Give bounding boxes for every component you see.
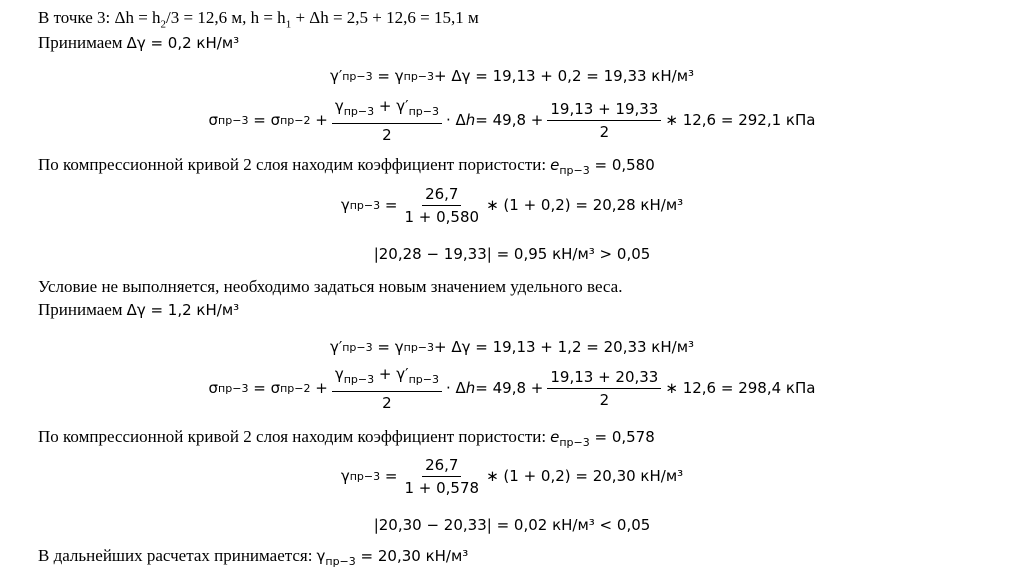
curve-line-1 [38, 155, 655, 177]
fraction-gamma-avg-1 [332, 97, 442, 144]
accept-line-1 [38, 33, 239, 53]
sub-pr3: пр−3 [559, 164, 590, 177]
sub-pr3: пр−3 [408, 372, 439, 386]
sigma-equation-1 [0, 96, 1024, 144]
intro-line [38, 8, 479, 30]
sub-pr3: пр−3 [349, 469, 381, 483]
fraction-den: 2 [382, 393, 392, 412]
fraction-den: 1 + 0,580 [404, 207, 480, 226]
h-symbol: h [465, 379, 476, 397]
fraction-gamma-avg-2 [332, 365, 442, 412]
gamma-symbol: γ [340, 467, 350, 485]
plus-sign: + [378, 364, 392, 383]
fail-text: Условие не выполняется, необходимо задаться новым значением удельного веса. [38, 277, 623, 296]
check-line-2 [0, 513, 1024, 537]
gamma-symbol: γ [316, 547, 326, 565]
dgamma-value-2: Δγ = 1,2 кН/м³ [126, 301, 240, 319]
sub-pr3: пр−3 [349, 198, 381, 212]
gamma-prime-symbol: γ′ [329, 338, 343, 356]
curve-line-2 [38, 427, 655, 449]
gamma-prime-symbol: γ′ [396, 96, 409, 115]
sub-pr3: пр−3 [403, 69, 435, 83]
fraction-den: 2 [599, 390, 610, 409]
sub-pr3: пр−3 [342, 69, 373, 83]
sub-pr3: пр−3 [559, 436, 590, 449]
final-line [38, 546, 468, 568]
sub-pr3: пр−3 [403, 340, 435, 354]
gamma-prime-symbol: γ′ [396, 364, 409, 383]
gamma-equation-2 [0, 452, 1024, 500]
intro-sub-2: 1 [285, 18, 292, 31]
gamma-symbol: γ [334, 364, 344, 383]
intro-text-1: В точке 3: Δh = h [38, 8, 161, 27]
gamma-equation-1 [0, 181, 1024, 229]
fraction-num: 26,7 [422, 456, 461, 477]
fraction-values-1 [547, 100, 661, 141]
eq-sign: = [253, 111, 266, 129]
gamma-prime-symbol: γ′ [329, 67, 343, 85]
fraction-values-2 [547, 368, 661, 409]
eq-sign: = [384, 467, 398, 485]
accept-word: Принимаем [38, 300, 123, 319]
sigma-symbol: σ [208, 111, 219, 129]
gamma-tail-1: ∗ (1 + 0,2) = 20,28 кН/м³ [486, 196, 684, 214]
eq-sign: = [253, 379, 266, 397]
gamma-prime-rhs-2: + Δγ = 19,13 + 1,2 = 20,33 кН/м³ [434, 338, 695, 356]
curve-text-2: По компрессионной кривой 2 слоя находим коэффициент пористости: [38, 427, 547, 446]
gamma-prime-equation-1 [0, 62, 1024, 90]
e-value-2: = 0,578 [594, 428, 655, 446]
gamma-prime-rhs-1: + Δγ = 19,13 + 0,2 = 19,33 кН/м³ [434, 67, 695, 85]
check-2: |20,30 − 20,33| = 0,02 кН/м³ < 0,05 [373, 516, 651, 534]
accept-word: Принимаем [38, 33, 123, 52]
curve-text-1: По компрессионной кривой 2 слоя находим коэффициент пористости: [38, 155, 547, 174]
sub-pr3: пр−3 [325, 555, 356, 568]
gamma-prime-equation-2 [0, 333, 1024, 361]
plus-sign: + [315, 379, 328, 397]
sub-pr3: пр−3 [218, 113, 249, 127]
eq-gamma: = γ [377, 338, 404, 356]
gamma-symbol: γ [334, 96, 344, 115]
sub-pr3: пр−3 [343, 104, 375, 118]
fraction-gamma-1 [401, 185, 482, 226]
check-1: |20,28 − 19,33| = 0,95 кН/м³ > 0,05 [373, 245, 651, 263]
sigma-tail-2: ∗ 12,6 = 298,4 кПа [665, 379, 816, 397]
eq-sign: = [384, 196, 398, 214]
accept-line-2 [38, 300, 239, 320]
h-symbol: h [465, 111, 476, 129]
sigma-mid-1: = 49,8 + [475, 111, 544, 129]
fraction-gamma-2 [401, 456, 482, 497]
intro-sub-1: 2 [160, 18, 167, 31]
dot-delta: · Δ [445, 111, 466, 129]
sigma-tail-1: ∗ 12,6 = 292,1 кПа [665, 111, 816, 129]
e-value-1: = 0,580 [594, 156, 655, 174]
sigma-mid-2: = 49,8 + [475, 379, 544, 397]
sigma-symbol: σ [270, 111, 281, 129]
final-text: В дальнейших расчетах принимается: [38, 546, 313, 565]
plus-sign: + [315, 111, 328, 129]
sub-pr2: пр−2 [280, 113, 311, 127]
eq-gamma: = γ [377, 67, 404, 85]
sub-pr2: пр−2 [280, 381, 311, 395]
sub-pr3: пр−3 [218, 381, 249, 395]
fraction-num: 19,13 + 19,33 [547, 100, 661, 121]
gamma-tail-2: ∗ (1 + 0,2) = 20,30 кН/м³ [486, 467, 684, 485]
dot-delta: · Δ [445, 379, 466, 397]
sigma-symbol: σ [270, 379, 281, 397]
sub-pr3: пр−3 [408, 104, 439, 118]
gamma-symbol: γ [340, 196, 350, 214]
sigma-equation-2 [0, 364, 1024, 412]
fraction-num: 19,13 + 20,33 [547, 368, 661, 389]
dgamma-value-1: Δγ = 0,2 кН/м³ [126, 34, 240, 52]
fraction-den: 1 + 0,578 [404, 478, 480, 497]
fraction-den: 2 [382, 125, 392, 144]
check-line-1 [0, 242, 1024, 266]
fraction-den: 2 [599, 122, 610, 141]
fraction-num: 26,7 [422, 185, 461, 206]
sigma-symbol: σ [208, 379, 219, 397]
plus-sign: + [378, 96, 392, 115]
final-value: = 20,30 кН/м³ [360, 547, 469, 565]
sub-pr3: пр−3 [343, 372, 375, 386]
e-symbol: e [550, 156, 560, 174]
intro-text-3: + Δh = 2,5 + 12,6 = 15,1 м [291, 8, 479, 27]
intro-text-2: /3 = 12,6 м, h = h [166, 8, 286, 27]
e-symbol: e [550, 428, 560, 446]
sub-pr3: пр−3 [342, 340, 373, 354]
